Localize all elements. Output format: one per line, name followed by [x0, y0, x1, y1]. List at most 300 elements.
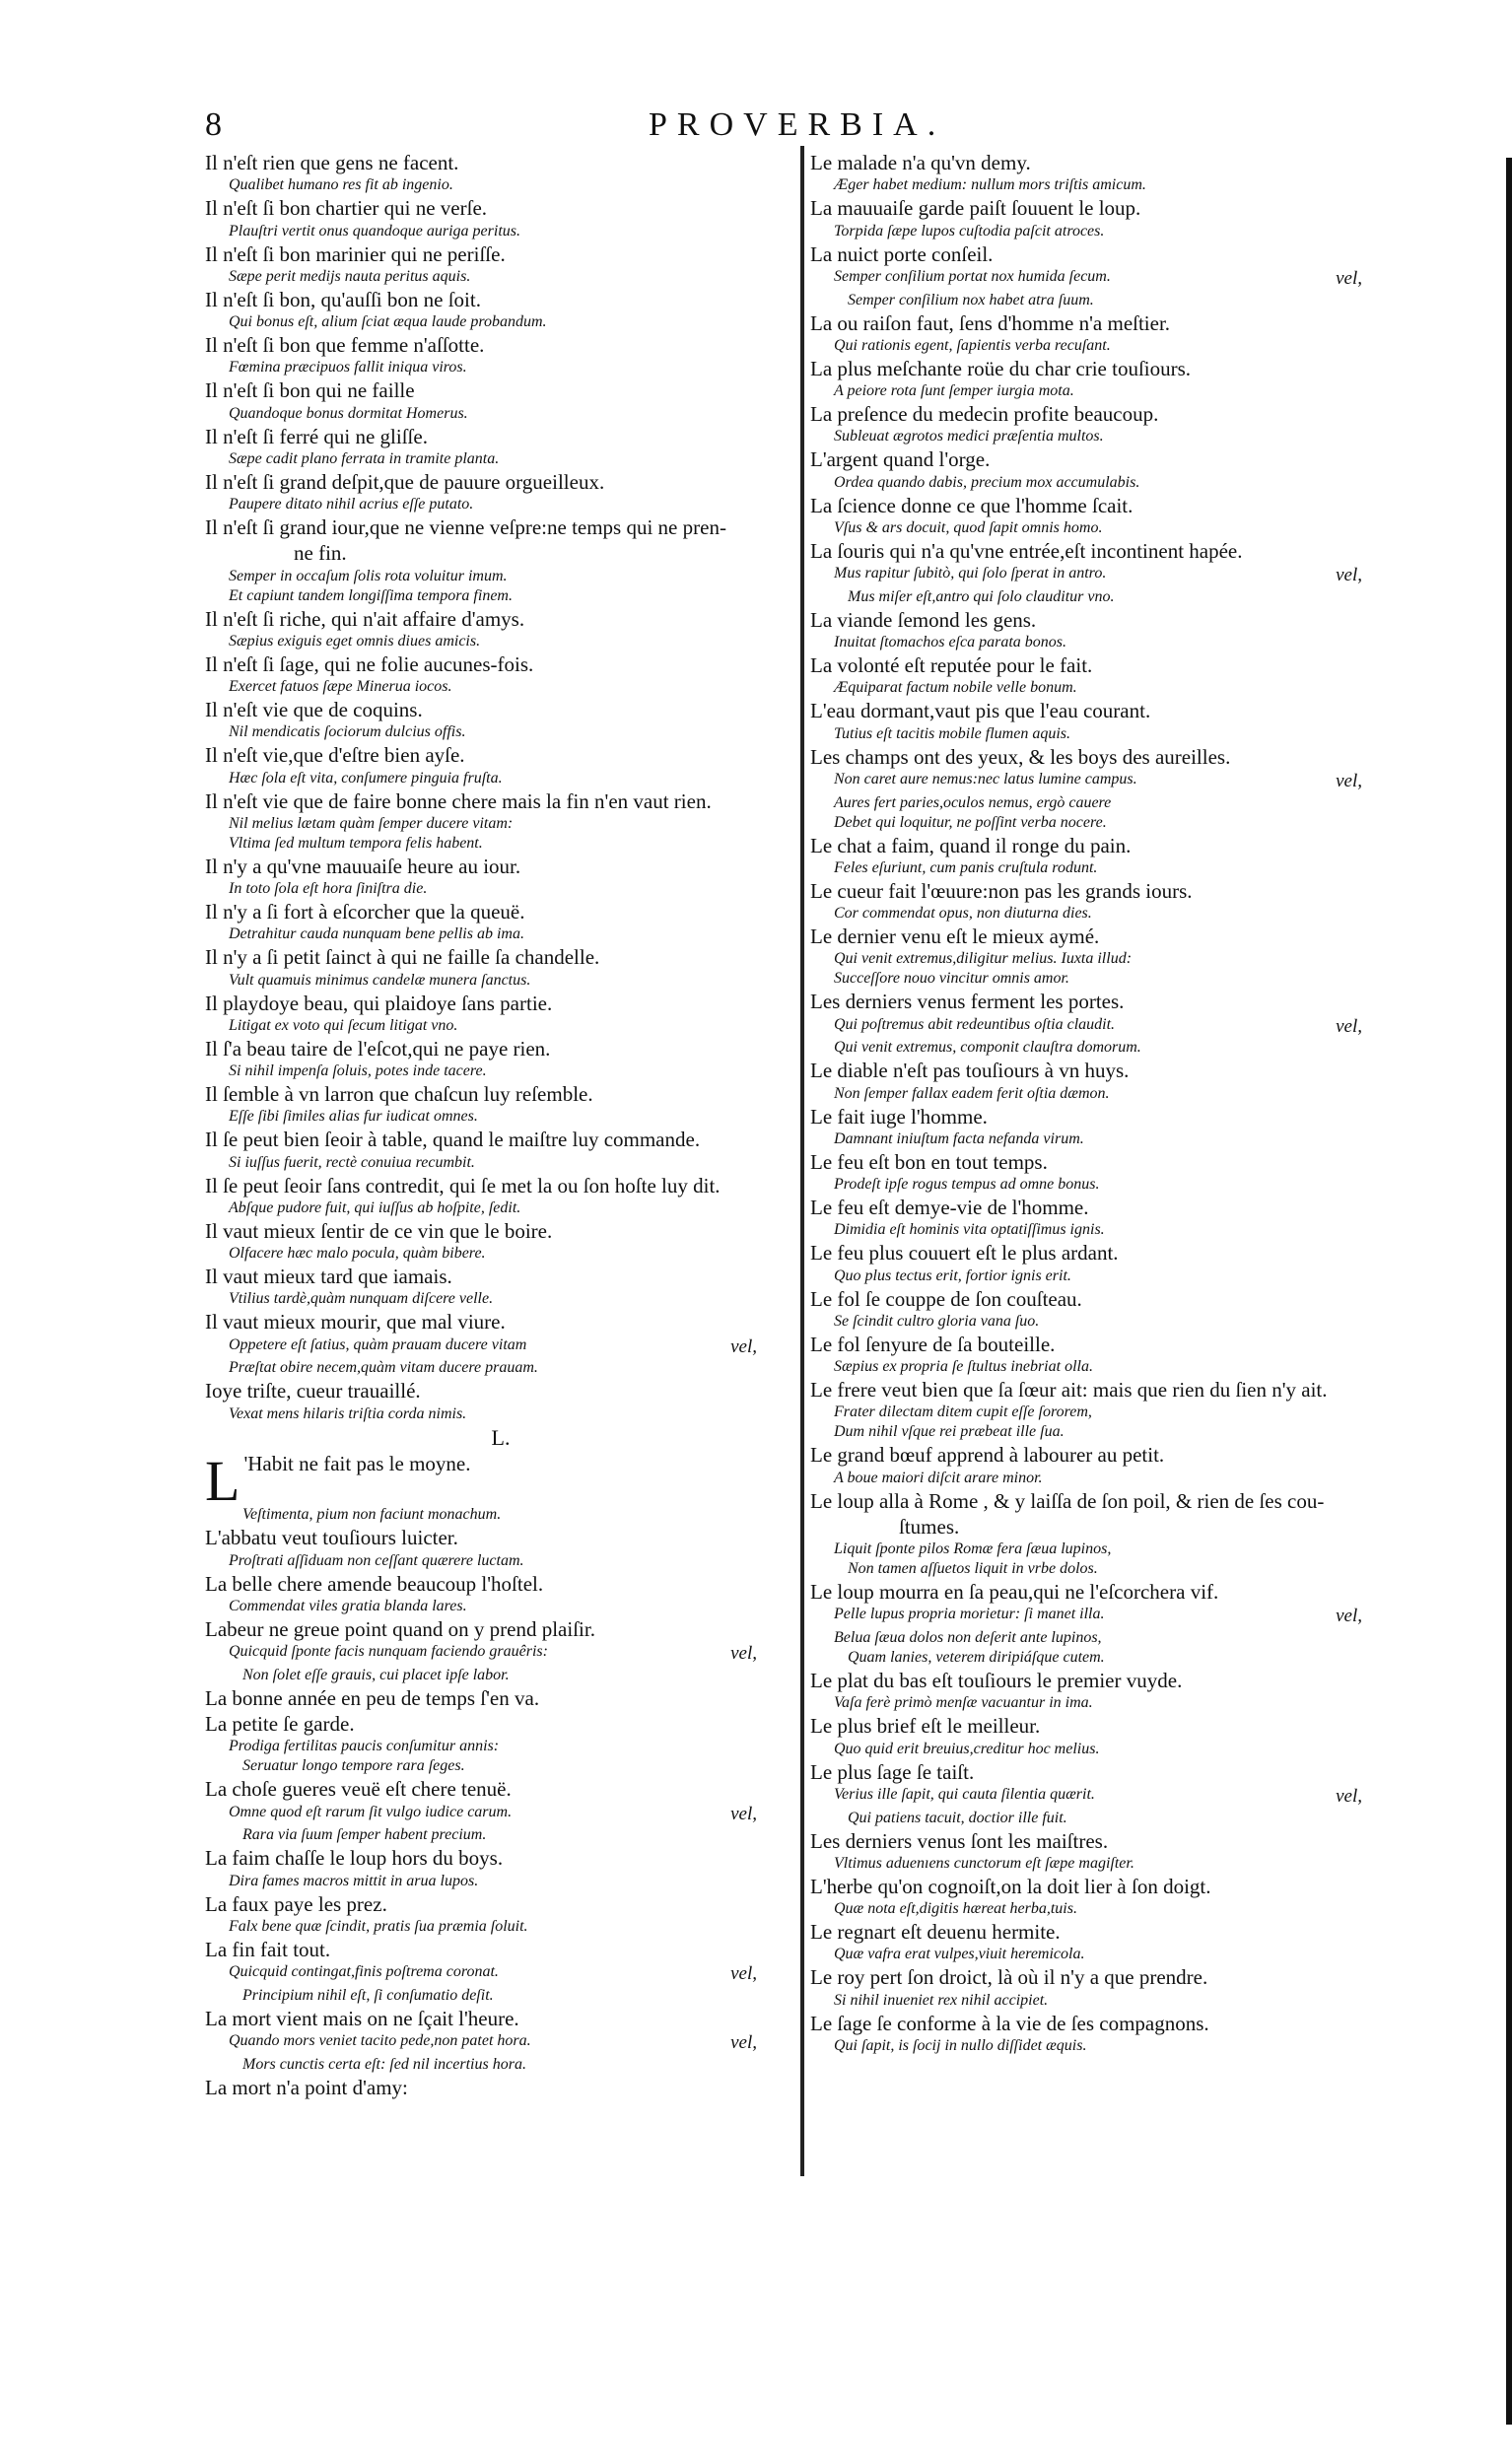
proverb-text: Il ſemble à vn larron que chaſcun luy reſemble.: [205, 1082, 593, 1106]
proverb-latin: [205, 1872, 796, 1891]
proverb-text: Proſtrati aſſiduam non ceſſant quærere luctam.: [229, 1551, 524, 1569]
proverb-text: Qui venit extremus, componit clauſtra domorum.: [834, 1039, 1141, 1057]
proverb-latin: [810, 1605, 1402, 1628]
proverb-text: Exercet fatuos ſæpe Minerua iocos.: [229, 678, 452, 695]
proverb-text: Il n'y a ſi fort à eſcorcher que la queuë.: [205, 900, 525, 924]
proverb-text: Il n'eſt ſi grand iour,que ne vienne veſpre:ne temps qui ne pren-: [205, 515, 726, 539]
proverb-latin: [810, 1129, 1402, 1149]
proverb-text: ne fin.: [294, 541, 347, 566]
proverb-latin: [205, 2031, 796, 2055]
proverb-text: Il n'eſt ſi riche, qui n'ait affaire d'amys.: [205, 606, 525, 631]
proverb-text: Mus rapitur ſubitò, qui ſolo ſperat in antro.: [834, 565, 1107, 582]
proverb-text: Qui patiens tacuit, doctior ille fuit.: [848, 1809, 1067, 1826]
proverb-text: Quo plus tectus erit, fortior ignis erit.: [834, 1266, 1071, 1284]
proverb-french: [205, 540, 796, 566]
proverb-text: Il n'eſt ſi bon marinier qui ne periſſe.: [205, 241, 506, 266]
proverb-french: [810, 1919, 1402, 1945]
column-divider: [800, 146, 804, 2176]
proverb-text: 'Habit ne fait pas le moyne.: [243, 1452, 471, 1475]
proverb-text: Omne quod eſt rarum ſit vulgo iudice carum.: [229, 1803, 513, 1820]
proverb-text: Qui ſapit, is ſocij in nullo diſſidet æquis.: [834, 2036, 1087, 2054]
proverb-latin: [810, 1559, 1402, 1579]
proverb-latin: [810, 518, 1402, 538]
proverb-text: Il n'eſt ſi ſage, qui ne folie aucunes-fois.: [205, 651, 534, 676]
proverb-text: Paupere ditato nihil acrius eſſe putato.: [229, 496, 474, 513]
proverb-text: Non ſolet eſſe grauis, cui placet ipſe labor.: [242, 1666, 510, 1683]
proverb-text: Il vaut mieux tard que iamais.: [205, 1265, 452, 1288]
proverb-french: [205, 991, 796, 1016]
proverb-text: Inuitat ſtomachos eſca parata bonos.: [834, 634, 1066, 650]
proverb-text: Le plus ſage ſe taiſt.: [810, 1759, 975, 1784]
proverb-french: [810, 2011, 1402, 2036]
proverb-french: [205, 514, 796, 540]
proverb-latin: [205, 1505, 796, 1525]
proverb-latin: [810, 1220, 1402, 1240]
proverb-french: [205, 1451, 796, 1505]
proverb-text: Se ſcindit cultro gloria vana ſuo.: [834, 1312, 1040, 1330]
proverb-text: Et capiunt tandem longiſſima tempora finem.: [229, 586, 513, 604]
proverb-latin: [205, 1597, 796, 1616]
proverb-french: [205, 1571, 796, 1597]
proverb-text: Il n'eſt ſi bon qui ne faille: [205, 378, 415, 403]
vel-marker: vel,: [1336, 565, 1362, 585]
vel-marker: vel,: [1336, 1606, 1362, 1627]
proverb-text: Le plus brief eſt le meilleur.: [810, 1714, 1041, 1739]
proverb-french: [205, 1685, 796, 1711]
proverb-french: [810, 195, 1402, 221]
proverb-text: Veſtimenta, pium non faciunt monachum.: [242, 1506, 502, 1524]
proverb-text: Æger habet medium: nullum mors triſtis amicum.: [834, 176, 1146, 194]
proverb-latin: [205, 495, 796, 514]
proverb-french: [810, 401, 1402, 427]
proverb-text: Il n'y a ſi petit ſainct à qui ne faille ſa chandelle.: [205, 945, 600, 970]
proverb-text: Præſtat obire necem,quàm vitam ducere prauam.: [229, 1359, 538, 1377]
proverb-text: Les derniers venus ſont les maiſtres.: [810, 1828, 1109, 1853]
proverb-latin: [810, 1740, 1402, 1759]
proverb-text: Il n'eſt ſi bon chartier qui ne verſe.: [205, 196, 488, 221]
proverb-text: Debet qui loquitur, ne poſſint verba nocere.: [834, 813, 1107, 831]
proverb-french: [205, 424, 796, 449]
proverb-text: Cor commendat opus, non diuturna dies.: [834, 905, 1092, 922]
proverb-latin: [205, 267, 796, 287]
proverb-text: Semper in occaſum ſolis rota voluitur imum.: [229, 567, 508, 584]
proverb-text: Vltimus aduenıens cunctorum eſt ſæpe magiſter.: [834, 1854, 1134, 1872]
proverb-french: [810, 310, 1402, 336]
proverb-text: A boue maiori diſcit arare minor.: [834, 1469, 1043, 1486]
proverb-text: Vltima ſed multum tempora felis habent.: [229, 834, 483, 852]
proverb-french: [810, 1579, 1402, 1605]
proverb-text: Le chat a faim, quand il ronge du pain.: [810, 833, 1132, 857]
proverb-text: La bonne année en peu de temps ſ'en va.: [205, 1685, 540, 1710]
proverb-text: Le plat du bas eſt touſiours le premier vuyde.: [810, 1669, 1183, 1692]
proverb-french: [205, 1218, 796, 1244]
proverb-text: Æquiparat factum nobile velle bonum.: [834, 679, 1077, 697]
proverb-text: Le dernier venu eſt le mieux aymé.: [810, 924, 1100, 948]
proverb-text: Il vaut mieux mourir, que mal viure.: [205, 1310, 506, 1335]
proverb-text: Les champs ont des yeux, & les boys des aureilles.: [810, 744, 1231, 769]
proverb-latin: [205, 1335, 796, 1359]
proverb-text: Le feu eſt bon en tout temps.: [810, 1149, 1048, 1174]
proverb-french: [810, 356, 1402, 381]
proverb-latin: [810, 1945, 1402, 1964]
proverb-french: [810, 607, 1402, 633]
proverb-text: Fœmina præcipuos fallit iniqua viros.: [229, 359, 467, 376]
proverb-text: Il n'y a qu'vne mauuaiſe heure au iour.: [205, 854, 521, 878]
proverb-text: Il ſe peut bien ſeoir à table, quand le maiſtre luy commande.: [205, 1128, 701, 1152]
proverb-text: Vtilius tardè,quàm nunquam diſcere velle.: [229, 1290, 494, 1308]
proverb-text: L'herbe qu'on cognoiſt,on la doit lier à ſon doigt.: [810, 1874, 1211, 1898]
proverb-text: Dimidia eſt hominis vita optatiſſimus ignis.: [834, 1221, 1105, 1239]
proverb-text: Quicquid contingat,finis poſtrema coronat.: [229, 1963, 499, 1981]
proverb-french: [810, 1377, 1402, 1403]
vel-marker: vel,: [730, 2032, 757, 2054]
proverb-text: La ou raiſon faut, ſens d'homme n'a meſtier.: [810, 310, 1171, 335]
proverb-text: Pelle lupus propria morietur: ſi manet illa.: [834, 1606, 1105, 1623]
proverb-french: [810, 1332, 1402, 1357]
right-column: [810, 150, 1402, 2056]
proverb-french: [205, 742, 796, 768]
proverb-text: Prodiga fertilitas paucis conſumitur annis:: [229, 1738, 500, 1755]
proverb-latin: [205, 222, 796, 241]
proverb-text: Quo quid erit breuius,creditur hoc melius.: [834, 1740, 1100, 1757]
proverb-text: Quam lanies, veterem diripiáſque cutem.: [848, 1649, 1105, 1666]
proverb-french: [205, 944, 796, 970]
proverb-latin: [205, 971, 796, 991]
proverb-latin: [205, 814, 796, 834]
proverb-text: Rara via ſuum ſemper habent precium.: [242, 1826, 487, 1844]
proverb-text: Il n'eſt ſi grand deſpit,que de pauure orgueilleux.: [205, 469, 605, 494]
proverb-latin: [205, 924, 796, 944]
proverb-french: [810, 1104, 1402, 1129]
proverb-latin: [810, 1991, 1402, 2011]
proverb-text: Quando mors veniet tacito pede,non patet hora.: [229, 2032, 531, 2050]
proverb-latin: [810, 1785, 1402, 1809]
proverb-french: [205, 241, 796, 267]
proverb-french: [205, 287, 796, 312]
proverb-latin: [810, 1312, 1402, 1332]
proverb-french: [810, 989, 1402, 1014]
proverb-latin: [205, 175, 796, 195]
vel-marker: vel,: [730, 1963, 757, 1985]
proverb-french: [205, 1173, 796, 1198]
proverb-text: Il n'eſt ſi bon, qu'auſſi bon ne ſoit.: [205, 287, 481, 311]
proverb-french: [205, 1525, 796, 1550]
proverb-french: [205, 332, 796, 358]
proverb-text: La petite ſe garde.: [205, 1712, 355, 1737]
proverb-text: Frater dilectam ditem cupit eſſe ſororem,: [834, 1403, 1092, 1421]
proverb-french: [205, 2006, 796, 2031]
proverb-text: Il n'eſt rien que gens ne facent.: [205, 151, 459, 174]
proverb-french: [205, 651, 796, 677]
proverb-text: Torpida ſæpe lupos cuſtodia paſcit atroces.: [834, 222, 1105, 240]
proverb-text: Quæ vafra erat vulpes,viuit heremicola.: [834, 1946, 1085, 1963]
proverb-latin: [810, 381, 1402, 401]
proverb-latin: [810, 222, 1402, 241]
proverb-text: Non tamen aſſuetos liquit in vrbe dolos.: [848, 1560, 1098, 1577]
proverb-latin: [810, 793, 1402, 813]
proverb-french: [810, 493, 1402, 518]
proverb-latin: [810, 2036, 1402, 2056]
section-letter: L.: [491, 1424, 511, 1450]
proverb-text: Succeſſore nouo vincitur omnis amor.: [834, 970, 1069, 988]
proverb-french: [810, 1195, 1402, 1220]
proverb-text: Ordea quando dabis, precium mox accumulabis.: [834, 473, 1140, 491]
proverb-text: La ſcience donne ce que l'homme ſcait.: [810, 493, 1134, 517]
proverb-latin: [810, 587, 1402, 607]
proverb-latin: [205, 769, 796, 788]
proverb-text: Le ſage ſe conforme à la vie de ſes compagnons.: [810, 2011, 1209, 2035]
proverb-latin: [810, 1540, 1402, 1559]
proverb-latin: [810, 1469, 1402, 1488]
proverb-french: [205, 899, 796, 924]
proverb-latin: [810, 1628, 1402, 1648]
proverb-text: Il n'eſt vie que de faire bonne chere mais la fin n'en vaut rien.: [205, 788, 712, 813]
proverb-text: La fin fait tout.: [205, 1937, 331, 1961]
proverb-text: Le feu plus couuert eſt le plus ardant.: [810, 1241, 1119, 1266]
proverb-french: [810, 1828, 1402, 1854]
proverb-text: Qui venit extremus,diligitur melius. Iuxta illud:: [834, 950, 1133, 968]
proverb-text: Verius ille ſapit, qui cauta ſilentia quærit.: [834, 1785, 1095, 1803]
proverb-text: Non ſemper fallax eadem ferit oſtia dæmon.: [834, 1084, 1110, 1102]
proverb-french: [205, 1891, 796, 1917]
proverb-french: [205, 1616, 796, 1642]
proverb-latin: [810, 1854, 1402, 1874]
proverb-latin: [810, 1015, 1402, 1039]
proverb-french: [810, 1149, 1402, 1175]
proverb-text: Sæpius exiguis eget omnis diues amicis.: [229, 632, 481, 650]
proverb-latin: [205, 1917, 796, 1937]
proverb-french: [205, 1845, 796, 1871]
proverb-french: [810, 744, 1402, 770]
proverb-text: Sæpius ex propria ſe ſtultus inebriat olla.: [834, 1358, 1093, 1375]
proverb-text: La nuict porte conſeil.: [810, 241, 994, 266]
proverb-text: Vult quamuis minimus candelæ munera ſanctus.: [229, 971, 531, 989]
proverb-text: Dira fames macros mittit in arua lupos.: [229, 1872, 479, 1889]
proverb-text: La ſouris qui n'a qu'vne entrée,eſt incontinent hapée.: [810, 538, 1243, 563]
proverb-text: Le loup alla à Rome , & y laiſſa de ſon poil, & rien de ſes cou-: [810, 1488, 1325, 1513]
page-edge-shadow: [1506, 158, 1512, 2425]
proverb-text: Nil melius lætam quàm ſemper ducere vitam:: [229, 814, 514, 832]
proverb-latin: [810, 291, 1402, 310]
proverb-text: Dum nihil vſque rei præbeat ille ſua.: [834, 1423, 1065, 1441]
proverb-text: Si iuſſus fuerit, rectè conuiua recumbit.: [229, 1153, 475, 1171]
proverb-french: [205, 1081, 796, 1107]
proverb-latin: [810, 770, 1402, 793]
proverb-latin: [810, 1403, 1402, 1422]
proverb-latin: [810, 1175, 1402, 1195]
proverb-text: Le feu eſt demye-vie de l'homme.: [810, 1196, 1089, 1219]
proverb-text: Le grand bœuf apprend à labourer au petit.: [810, 1443, 1165, 1468]
proverb-french: [810, 1442, 1402, 1468]
proverb-text: Il vaut mieux ſentir de ce vin que le boire.: [205, 1218, 553, 1243]
proverb-text: Principium nihil eſt, ſi conſumatio deſit.: [242, 1986, 494, 2004]
proverb-latin: [205, 449, 796, 469]
proverb-text: Il ſ'a beau taire de l'eſcot,qui ne paye rien.: [205, 1036, 551, 1061]
proverb-french: [810, 538, 1402, 564]
proverb-text: Qualibet humano res fit ab ingenio.: [229, 176, 453, 194]
proverb-text: Le fait iuge l'homme.: [810, 1104, 988, 1129]
proverb-latin: [810, 969, 1402, 989]
proverb-text: In toto ſola eſt hora ſiniſtra die.: [229, 880, 428, 897]
proverb-text: Vexat mens hilaris triſtia corda nimis.: [229, 1404, 467, 1422]
proverb-french: [810, 878, 1402, 904]
proverb-latin: [810, 473, 1402, 493]
proverb-french: [810, 446, 1402, 472]
proverb-text: Plauſtri vertit onus quandoque auriga peritus.: [229, 222, 520, 240]
proverb-french: [205, 1264, 796, 1289]
proverb-latin: [810, 175, 1402, 195]
proverb-text: Labeur ne greue point quand on y prend plaiſir.: [205, 1616, 595, 1641]
proverb-french: [810, 1759, 1402, 1785]
proverb-french: [810, 1240, 1402, 1266]
proverb-text: Vaſa ferè primò menſæ vacuantur in ima.: [834, 1694, 1093, 1712]
proverb-text: Le regnart eſt deuenu hermite.: [810, 1920, 1061, 1944]
proverb-latin: [205, 586, 796, 606]
proverb-text: Commendat viles gratia blanda lares.: [229, 1597, 467, 1614]
vel-marker: vel,: [1336, 770, 1362, 791]
proverb-latin: [810, 1809, 1402, 1828]
drop-cap: L: [205, 1451, 241, 1506]
proverb-french: [810, 652, 1402, 678]
proverb-text: La plus meſchante roüe du char crie touſiours.: [810, 356, 1192, 380]
proverb-latin: [810, 724, 1402, 744]
proverb-french: [205, 150, 796, 175]
proverb-latin: [205, 1666, 796, 1685]
proverb-text: Litigat ex voto qui ſecum litigat vno.: [229, 1016, 458, 1034]
proverb-latin: [205, 1016, 796, 1036]
vel-marker: vel,: [1336, 1015, 1362, 1037]
proverb-latin: [205, 1962, 796, 1986]
proverb-latin: [205, 1825, 796, 1845]
proverb-latin: [810, 427, 1402, 446]
page-number: 8: [205, 106, 222, 143]
proverb-text: La mort vient mais on ne ſçait l'heure.: [205, 2006, 519, 2030]
proverb-text: Damnant iniuſtum facta nefanda virum.: [834, 1129, 1084, 1147]
proverb-french: [810, 150, 1402, 175]
proverb-text: Prodeſt ipſe rogus tempus ad omne bonus.: [834, 1176, 1100, 1193]
proverb-latin: [810, 1084, 1402, 1104]
proverb-text: Oppetere eſt ſatius, quàm prauam ducere vitam: [229, 1335, 527, 1353]
proverb-french: [205, 1937, 796, 1962]
proverb-text: Quandoque bonus dormitat Homerus.: [229, 404, 468, 422]
proverb-text: Sæpe perit medijs nauta peritus aquis.: [229, 267, 471, 285]
proverb-french: [810, 924, 1402, 949]
proverb-latin: [205, 1107, 796, 1127]
proverb-latin: [810, 1899, 1402, 1919]
proverb-text: La choſe gueres veuë eſt chere tenuë.: [205, 1777, 512, 1802]
proverb-latin: [205, 632, 796, 651]
proverb-text: Si nihil impenſa ſoluis, potes inde tacere.: [229, 1062, 487, 1079]
proverb-french: [205, 195, 796, 221]
proverb-text: A peiore rota ſunt ſemper iurgia mota.: [834, 382, 1074, 399]
proverb-text: Le diable n'eſt pas touſiours à vn huys.: [810, 1059, 1130, 1083]
proverb-french: [810, 1286, 1402, 1312]
proverb-french: [205, 854, 796, 879]
proverb-french: [205, 1711, 796, 1737]
proverb-text: Il n'eſt vie que de coquins.: [205, 698, 423, 721]
proverb-latin: [810, 1422, 1402, 1442]
proverb-french: [810, 1488, 1402, 1514]
proverb-text: Olfacere hæc malo pocula, quàm bibere.: [229, 1245, 486, 1262]
vel-marker: vel,: [730, 1335, 757, 1357]
proverb-latin: [205, 722, 796, 742]
proverb-latin: [205, 2055, 796, 2075]
proverb-text: Falx bene quæ ſcindit, pratis ſua præmia ſoluit.: [229, 1917, 528, 1935]
proverb-text: L'eau dormant,vaut pis que l'eau courant.: [810, 699, 1151, 723]
proverb-french: [205, 1127, 796, 1152]
proverb-text: Le malade n'a qu'vn demy.: [810, 151, 1031, 174]
proverb-french: [205, 2075, 796, 2100]
proverb-latin: [205, 404, 796, 424]
proverb-text: La preſence du medecin profite beaucoup.: [810, 402, 1159, 426]
proverb-french: [205, 697, 796, 722]
proverb-french: [810, 1514, 1402, 1540]
proverb-text: Il ſe peut ſeoir ſans contredit, qui ſe met la ou ſon hoſte luy dit.: [205, 1173, 721, 1198]
proverb-latin: [810, 813, 1402, 833]
proverb-french: [810, 241, 1402, 267]
proverb-text: Le roy pert ſon droict, là où il n'y a que prendre.: [810, 1965, 1208, 1990]
proverb-text: Subleuat ægrotos medici præſentia multos.: [834, 428, 1104, 445]
proverb-text: L'argent quand l'orge.: [810, 447, 991, 472]
proverb-french: [205, 1776, 796, 1802]
proverb-french: [810, 1964, 1402, 1990]
proverb-latin: [810, 267, 1402, 291]
proverb-french: [205, 1378, 796, 1403]
proverb-latin: [810, 336, 1402, 356]
proverb-text: La volonté eſt reputée pour le fait.: [810, 653, 1093, 677]
proverb-latin: [205, 1404, 796, 1424]
proverb-text: Mors cunctis certa eſt: ſed nil incertius hora.: [242, 2055, 526, 2073]
proverb-text: Le cueur fait l'œuure:non pas les grands iours.: [810, 878, 1193, 903]
proverb-text: ſtumes.: [899, 1514, 960, 1539]
proverb-text: Eſſe ſibi ſimiles alias fur iudicat omnes.: [229, 1108, 478, 1126]
proverb-text: Belua ſæua dolos non deſerit ante lupinos,: [834, 1629, 1102, 1646]
proverb-latin: [810, 1648, 1402, 1668]
page-header: [205, 106, 1512, 156]
proverb-text: Mus miſer eſt,antro qui ſolo clauditur vno.: [848, 587, 1115, 605]
proverb-latin: [205, 879, 796, 899]
proverb-french: [205, 606, 796, 632]
proverb-latin: [205, 1642, 796, 1666]
proverb-text: Hæc ſola eſt vita, conſumere pinguia fruſta.: [229, 769, 503, 787]
vel-marker: vel,: [730, 1803, 757, 1824]
proverb-latin: [810, 564, 1402, 587]
proverb-text: Tutius eſt tacitis mobile flumen aquis.: [834, 724, 1070, 742]
proverb-text: Semper conſilium portat nox humida ſecum.: [834, 267, 1111, 285]
vel-marker: vel,: [1336, 267, 1362, 289]
proverb-latin: [205, 1153, 796, 1173]
proverb-latin: [205, 1289, 796, 1309]
proverb-french: [810, 1713, 1402, 1739]
left-column: [205, 150, 796, 2100]
proverb-latin: [205, 1551, 796, 1571]
proverb-text: Le fol ſenyure de ſa bouteille.: [810, 1332, 1056, 1356]
proverb-text: Non caret aure nemus:nec latus lumine campus.: [834, 770, 1137, 787]
proverb-latin: [810, 1693, 1402, 1713]
proverb-text: Abſque pudore fuit, qui iuſſus ab hoſpite, ſedit.: [229, 1198, 521, 1216]
proverb-latin: [205, 834, 796, 854]
proverb-latin: [205, 1803, 796, 1826]
proverb-latin: [810, 1038, 1402, 1058]
running-title: PROVERBIA.: [649, 106, 946, 143]
proverb-text: Il n'eſt ſi bon que femme n'aſſotte.: [205, 333, 485, 357]
proverb-latin: [205, 1737, 796, 1756]
proverb-text: Il n'eſt ſi ferré qui ne gliſſe.: [205, 424, 428, 448]
proverb-text: Liquit ſponte pilos Romæ fera ſæua lupinos,: [834, 1540, 1112, 1557]
proverb-text: Il playdoye beau, qui plaidoye ſans partie.: [205, 991, 553, 1015]
proverb-latin: [810, 1357, 1402, 1377]
proverb-latin: [205, 358, 796, 377]
